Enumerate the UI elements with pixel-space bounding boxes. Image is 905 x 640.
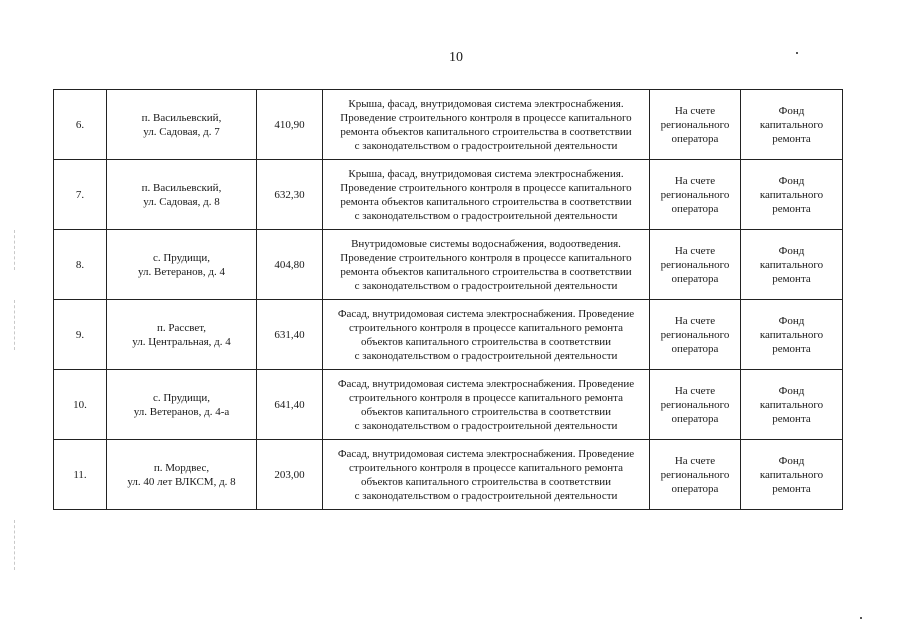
- cost-cell: 631,40: [257, 300, 323, 370]
- address-cell-line: п. Рассвет,: [157, 321, 206, 334]
- scan-edge-mark: [14, 300, 16, 350]
- table-body: [54, 90, 843, 510]
- funding-source-cell: [741, 370, 843, 440]
- table-row: [54, 300, 843, 370]
- works-description-cell-line: с законодательством о градостроительной деятельности: [354, 279, 618, 292]
- works-description-cell-line: строительного контроля в процессе капитального ремонта: [349, 321, 623, 334]
- address-cell-line: п. Мордвес,: [153, 461, 210, 474]
- funding-source-cell-line: Фонд: [778, 314, 805, 327]
- account-type-cell: [650, 370, 741, 440]
- funding-source-cell-line: Фонд: [778, 104, 805, 117]
- account-type-cell-line: регионального: [660, 398, 730, 411]
- funding-source-cell-line: капитального: [759, 398, 824, 411]
- account-type-cell: [650, 440, 741, 510]
- address-cell-line: ул. Садовая, д. 8: [143, 195, 220, 208]
- funding-source-cell: [741, 230, 843, 300]
- account-type-cell-line: регионального: [660, 468, 730, 481]
- table-row: [54, 370, 843, 440]
- table-row: [54, 230, 843, 300]
- page-number: 10: [449, 50, 463, 65]
- repair-works-table: [53, 89, 843, 510]
- works-description-cell-line: ремонта объектов капитального строительства в соответствии: [340, 195, 632, 208]
- address-cell-line: ул. 40 лет ВЛКСМ, д. 8: [127, 475, 236, 488]
- funding-source-cell-line: Фонд: [778, 244, 805, 257]
- cost-cell: 632,30: [257, 160, 323, 230]
- account-type-cell-line: На счете: [674, 454, 716, 467]
- table-row: [54, 160, 843, 230]
- account-type-cell-line: оператора: [671, 272, 719, 285]
- works-description-cell: [323, 300, 650, 370]
- funding-source-cell-line: Фонд: [778, 174, 805, 187]
- funding-source-cell: [741, 440, 843, 510]
- address-cell: [107, 160, 257, 230]
- funding-source-cell: [741, 160, 843, 230]
- works-description-cell-line: с законодательством о градостроительной деятельности: [354, 419, 618, 432]
- works-description-cell-line: с законодательством о градостроительной деятельности: [354, 349, 618, 362]
- address-cell-line: ул. Центральная, д. 4: [132, 335, 231, 348]
- works-description-cell-line: Фасад, внутридомовая система электроснабжения. Проведение: [337, 447, 635, 460]
- funding-source-cell-line: ремонта: [772, 482, 811, 495]
- funding-source-cell-line: ремонта: [772, 272, 811, 285]
- address-cell: [107, 90, 257, 160]
- scan-speck: [860, 617, 862, 619]
- works-description-cell-line: объектов капитального строительства в соответствии: [360, 475, 612, 488]
- account-type-cell: [650, 300, 741, 370]
- funding-source-cell-line: капитального: [759, 118, 824, 131]
- account-type-cell-line: На счете: [674, 384, 716, 397]
- cost-cell: 203,00: [257, 440, 323, 510]
- works-description-cell-line: Фасад, внутридомовая система электроснабжения. Проведение: [337, 377, 635, 390]
- address-cell-line: с. Прудищи,: [152, 391, 211, 404]
- account-type-cell: [650, 230, 741, 300]
- account-type-cell-line: На счете: [674, 174, 716, 187]
- account-type-cell-line: регионального: [660, 328, 730, 341]
- address-cell-line: с. Прудищи,: [152, 251, 211, 264]
- funding-source-cell-line: Фонд: [778, 454, 805, 467]
- funding-source-cell-line: ремонта: [772, 202, 811, 215]
- works-description-cell-line: Проведение строительного контроля в процессе капитального: [340, 181, 632, 194]
- address-cell: [107, 370, 257, 440]
- funding-source-cell-line: капитального: [759, 328, 824, 341]
- account-type-cell-line: регионального: [660, 118, 730, 131]
- cost-cell: 410,90: [257, 90, 323, 160]
- address-cell: [107, 230, 257, 300]
- account-type-cell-line: оператора: [671, 132, 719, 145]
- works-description-cell-line: ремонта объектов капитального строительства в соответствии: [340, 265, 632, 278]
- works-description-cell-line: объектов капитального строительства в соответствии: [360, 335, 612, 348]
- account-type-cell: [650, 160, 741, 230]
- funding-source-cell: [741, 90, 843, 160]
- account-type-cell-line: оператора: [671, 342, 719, 355]
- account-type-cell-line: оператора: [671, 482, 719, 495]
- works-description-cell-line: Проведение строительного контроля в процессе капитального: [340, 111, 632, 124]
- works-description-cell-line: строительного контроля в процессе капитального ремонта: [349, 391, 623, 404]
- table-row: [54, 440, 843, 510]
- account-type-cell-line: На счете: [674, 104, 716, 117]
- works-description-cell: [323, 440, 650, 510]
- works-description-cell-line: Крыша, фасад, внутридомовая система электроснабжения.: [348, 97, 624, 110]
- works-description-cell-line: Фасад, внутридомовая система электроснабжения. Проведение: [337, 307, 635, 320]
- address-cell: [107, 300, 257, 370]
- row-number: 7.: [54, 160, 107, 230]
- scan-speck: [796, 52, 798, 54]
- account-type-cell-line: регионального: [660, 258, 730, 271]
- works-description-cell-line: с законодательством о градостроительной деятельности: [354, 209, 618, 222]
- works-description-cell-line: с законодательством о градостроительной деятельности: [354, 489, 618, 502]
- account-type-cell-line: регионального: [660, 188, 730, 201]
- works-description-cell: [323, 230, 650, 300]
- row-number: 6.: [54, 90, 107, 160]
- works-description-cell-line: объектов капитального строительства в соответствии: [360, 405, 612, 418]
- account-type-cell-line: На счете: [674, 314, 716, 327]
- address-cell-line: ул. Ветеранов, д. 4-а: [133, 405, 230, 418]
- cost-cell: 641,40: [257, 370, 323, 440]
- row-number: 10.: [54, 370, 107, 440]
- address-cell: [107, 440, 257, 510]
- account-type-cell-line: оператора: [671, 412, 719, 425]
- row-number: 9.: [54, 300, 107, 370]
- works-description-cell: [323, 370, 650, 440]
- works-description-cell-line: Внутридомовые системы водоснабжения, водоотведения.: [351, 237, 621, 250]
- account-type-cell-line: оператора: [671, 202, 719, 215]
- works-description-cell: [323, 160, 650, 230]
- funding-source-cell-line: капитального: [759, 258, 824, 271]
- scan-edge-mark: [14, 520, 16, 570]
- account-type-cell-line: На счете: [674, 244, 716, 257]
- funding-source-cell-line: Фонд: [778, 384, 805, 397]
- address-cell-line: ул. Ветеранов, д. 4: [138, 265, 225, 278]
- funding-source-cell: [741, 300, 843, 370]
- row-number: 8.: [54, 230, 107, 300]
- works-description-cell-line: Крыша, фасад, внутридомовая система электроснабжения.: [348, 167, 624, 180]
- table-row: [54, 90, 843, 160]
- account-type-cell: [650, 90, 741, 160]
- works-description-cell-line: строительного контроля в процессе капитального ремонта: [349, 461, 623, 474]
- address-cell-line: п. Васильевский,: [141, 181, 222, 194]
- address-cell-line: ул. Садовая, д. 7: [143, 125, 220, 138]
- works-description-cell-line: с законодательством о градостроительной деятельности: [354, 139, 618, 152]
- cost-cell: 404,80: [257, 230, 323, 300]
- scan-edge-mark: [14, 230, 16, 270]
- funding-source-cell-line: ремонта: [772, 342, 811, 355]
- address-cell-line: п. Васильевский,: [141, 111, 222, 124]
- funding-source-cell-line: капитального: [759, 468, 824, 481]
- funding-source-cell-line: ремонта: [772, 132, 811, 145]
- funding-source-cell-line: капитального: [759, 188, 824, 201]
- works-description-cell-line: ремонта объектов капитального строительства в соответствии: [340, 125, 632, 138]
- works-description-cell: [323, 90, 650, 160]
- works-description-cell-line: Проведение строительного контроля в процессе капитального: [340, 251, 632, 264]
- funding-source-cell-line: ремонта: [772, 412, 811, 425]
- row-number: 11.: [54, 440, 107, 510]
